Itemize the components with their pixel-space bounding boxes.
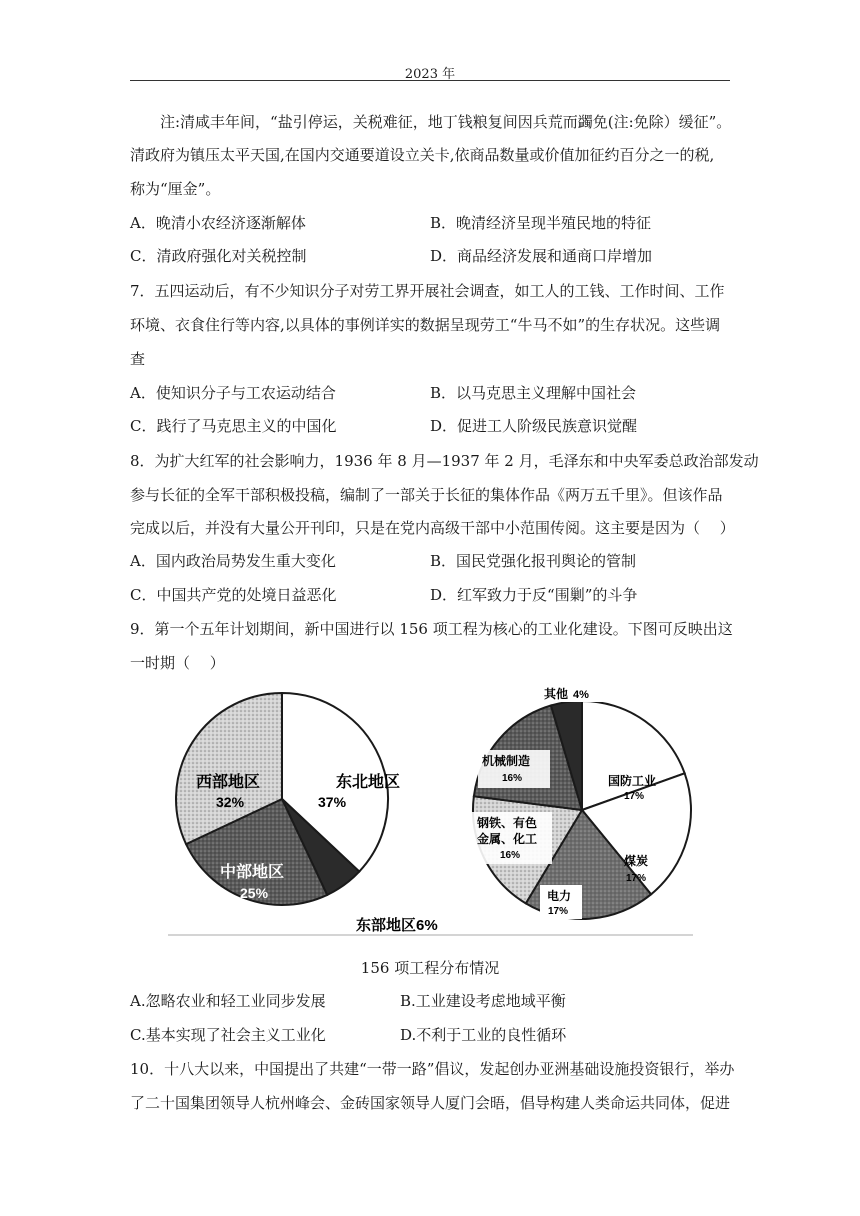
q6-option-d[interactable]: D．商品经济发展和通商口岸增加 xyxy=(430,247,653,265)
q8-stem-line-3: 完成以后，并没有大量公开刊印，只是在党内高级干部中小范围传阅。这主要是因为（ ） xyxy=(130,519,735,537)
header-rule xyxy=(130,80,730,81)
q7-option-c[interactable]: C．践行了马克思主义的中国化 xyxy=(130,417,337,435)
chart-caption: 156 项工程分布情况 xyxy=(360,959,500,977)
q9-option-a[interactable]: A.忽略农业和轻工业同步发展 xyxy=(130,992,326,1010)
q6-option-b[interactable]: B．晚清经济呈现半殖民地的特征 xyxy=(430,214,652,232)
q9-stem-line-1: 9．第一个五年计划期间，新中国进行以 156 项工程为核心的工业化建设。下图可反映出这 xyxy=(130,620,733,638)
q9-charts-svg xyxy=(168,682,693,938)
q7-option-d[interactable]: D．促进工人阶级民族意识觉醒 xyxy=(430,417,638,435)
label-central: 中部地区 xyxy=(220,864,285,881)
q9-option-c[interactable]: C.基本实现了社会主义工业化 xyxy=(130,1026,326,1044)
q8-option-c[interactable]: C．中国共产党的处境日益恶化 xyxy=(130,586,337,604)
page-header-year: 2023 年 xyxy=(404,67,456,82)
label-steel-line1: 钢铁、有色 xyxy=(477,816,538,830)
label-west: 西部地区 xyxy=(196,774,261,791)
label-west-pct: 32% xyxy=(216,794,245,810)
q7-stem-line-3: 查 xyxy=(130,350,146,368)
q8-option-a[interactable]: A．国内政治局势发生重大变化 xyxy=(130,552,336,570)
label-other-pct: 4% xyxy=(573,689,589,701)
q10-stem-line-1: 10．十八大以来，中国提出了共建“一带一路”倡议，发起创办亚洲基础设施投资银行，举办 xyxy=(130,1060,735,1078)
note-line-3: 称为“厘金”。 xyxy=(130,180,221,198)
label-east: 东部地区6% xyxy=(356,917,438,934)
label-defense: 国防工业 xyxy=(608,774,657,788)
label-coal: 煤炭 xyxy=(624,854,649,868)
label-northeast-pct: 37% xyxy=(318,794,347,810)
note-line-1: 注:清咸丰年间，“盐引停运，关税难征，地丁钱粮复间因兵荒而蠲免(注:免除）缓征”。 xyxy=(160,113,732,131)
label-defense-pct: 17% xyxy=(624,791,645,802)
label-steel-pct: 16% xyxy=(500,850,521,861)
q10-stem-line-2: 了二十国集团领导人杭州峰会、金砖国家领导人厦门会晤，倡导构建人类命运共同体，促进 xyxy=(130,1094,731,1112)
q9-charts xyxy=(168,682,693,938)
label-steel-line2: 金属、化工 xyxy=(477,832,538,846)
note-line-2: 清政府为镇压太平天国,在国内交通要道设立关卡,依商品数量或价值加征约百分之一的税, xyxy=(130,146,715,164)
q7-option-b[interactable]: B．以马克思主义理解中国社会 xyxy=(430,384,637,402)
label-northeast: 东北地区 xyxy=(336,774,401,791)
q8-option-d[interactable]: D．红军致力于反“围剿”的斗争 xyxy=(430,586,638,604)
label-coal-pct: 17% xyxy=(626,873,647,884)
label-central-pct: 25% xyxy=(240,885,269,901)
label-other: 其他 xyxy=(544,687,569,701)
q7-stem-line-1: 7．五四运动后，有不少知识分子对劳工界开展社会调查，如工人的工钱、工作时间、工作 xyxy=(130,282,725,300)
label-machinery: 机械制造 xyxy=(482,754,531,768)
q8-option-b[interactable]: B．国民党强化报刊舆论的管制 xyxy=(430,552,637,570)
q9-option-d[interactable]: D.不利于工业的良性循环 xyxy=(400,1026,567,1044)
label-power: 电力 xyxy=(547,889,572,903)
label-machinery-pct: 16% xyxy=(502,773,523,784)
label-power-pct: 17% xyxy=(548,906,569,917)
q7-option-a[interactable]: A．使知识分子与工农运动结合 xyxy=(130,384,336,402)
q8-stem-line-2: 参与长征的全军干部积极投稿，编制了一部关于长征的集体作品《两万五千里》。但该作品 xyxy=(130,486,723,504)
q7-stem-line-2: 环境、衣食住行等内容,以具体的事例详实的数据呈现劳工“牛马不如”的生存状况。这些调 xyxy=(130,316,721,334)
q6-option-c[interactable]: C．清政府强化对关税控制 xyxy=(130,247,307,265)
q6-option-a[interactable]: A．晚清小农经济逐渐解体 xyxy=(130,214,306,232)
q9-option-b[interactable]: B.工业建设考虑地域平衡 xyxy=(400,992,566,1010)
q8-stem-line-1: 8．为扩大红军的社会影响力，1936 年 8 月—1937 年 2 月，毛泽东和中央军委总政治部发动 xyxy=(130,452,759,470)
q9-stem-line-2: 一时期（ ） xyxy=(130,654,225,672)
